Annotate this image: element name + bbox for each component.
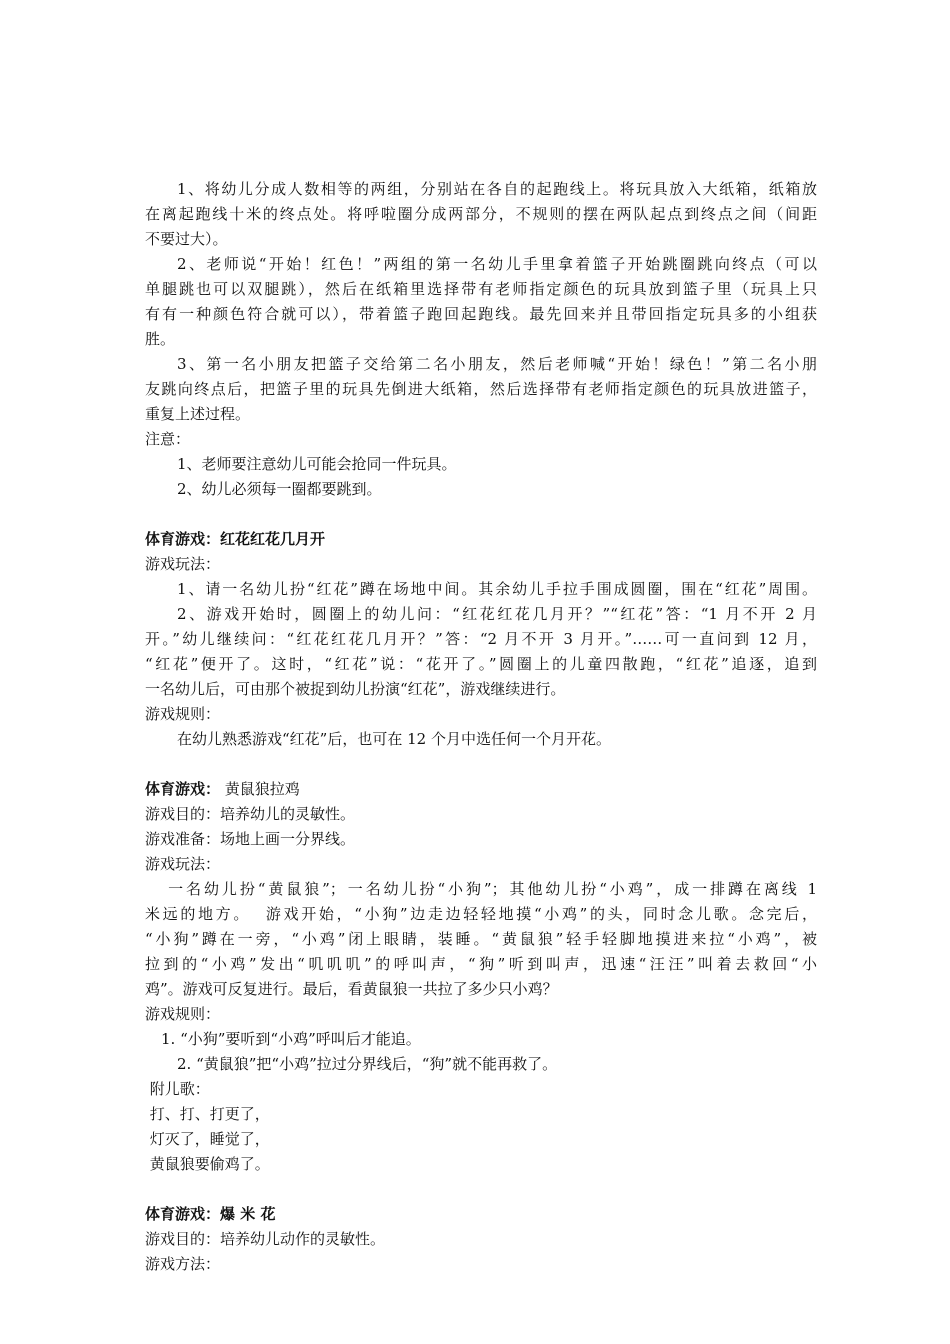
s1-p1-line3: 不要过大）。 <box>145 230 228 248</box>
s2-p1: 1、请一名幼儿扮“红花”蹲在场地中间。其余幼儿手拉手围成圆圈，围在“红花”周围。 <box>177 580 817 598</box>
s3-song-line3: 黄鼠狼要偷鸡了。 <box>145 1155 270 1173</box>
s4-goal: 游戏目的：培养幼儿动作的灵敏性。 <box>145 1230 386 1248</box>
s2-p2-line4: 一名幼儿后，可由那个被捉到幼儿扮演“红花”，游戏继续进行。 <box>145 680 566 698</box>
s3-play-label: 游戏玩法： <box>145 855 221 873</box>
s2-p2-line2: 开。”幼儿继续问：“红花红花几月开？”答：“2 月不开 3 月开。”……可一直问到 12 月， <box>145 630 817 648</box>
s1-note-2: 2、幼儿必须每一圈都要跳到。 <box>177 480 382 498</box>
s2-p2-line1: 2、游戏开始时，圆圈上的幼儿问：“红花红花几月开？”“红花”答：“1 月不开 2 月 <box>177 605 817 623</box>
s3-song-line1: 打、打、打更了， <box>145 1105 270 1123</box>
s3-prep: 游戏准备：场地上画一分界线。 <box>145 830 356 848</box>
s2-p2-line3: “红花”便开了。这时，“红花”说：“花开了。”圆圈上的儿童四散跑，“红花”追逐，追到 <box>145 655 817 673</box>
s3-play-line1: 一名幼儿扮“黄鼠狼”；一名幼儿扮“小狗”；其他幼儿扮“小鸡”，成一排蹲在离线 1 <box>145 880 817 898</box>
s3-rules-label: 游戏规则： <box>145 1005 221 1023</box>
s1-p2-line2: 单腿跳也可以双腿跳），然后在纸箱里选择带有老师指定颜色的玩具放到篮子里（玩具上只 <box>145 280 817 298</box>
s3-play-line3: “小狗”蹲在一旁，“小鸡”闭上眼睛，装睡。“黄鼠狼”轻手轻脚地摸进来拉“小鸡”，被 <box>145 930 817 948</box>
s1-p2-line3: 有有一种颜色符合就可以），带着篮子跑回起跑线。最先回来并且带回指定玩具多的小组获 <box>145 305 817 323</box>
s2-rule: 在幼儿熟悉游戏“红花”后，也可在 12 个月中选任何一个月开花。 <box>177 730 611 748</box>
s1-p3-line2: 友跳向终点后，把篮子里的玩具先倒进大纸箱，然后选择带有老师指定颜色的玩具放进篮子， <box>145 380 817 398</box>
s2-rules-label: 游戏规则： <box>145 705 221 723</box>
s3-play-line5: 鸡”。游戏可反复进行。最后，看黄鼠狼一共拉了多少只小鸡？ <box>145 980 558 998</box>
s1-p3-line1: 3、第一名小朋友把篮子交给第二名小朋友，然后老师喊“开始！绿色！”第二名小朋 <box>177 355 817 373</box>
s3-play-line4: 拉到的“小鸡”发出“叽叽叽”的呼叫声，“狗”听到叫声，迅速“汪汪”叫着去救回“小 <box>145 955 817 973</box>
s3-goal: 游戏目的：培养幼儿的灵敏性。 <box>145 805 356 823</box>
s1-p1-line1: 1、将幼儿分成人数相等的两组，分别站在各自的起跑线上。将玩具放入大纸箱，纸箱放 <box>177 180 817 198</box>
s1-p2-line4: 胜。 <box>145 330 176 348</box>
s3-play-line2: 米远的地方。 游戏开始，“小狗”边走边轻轻地摸“小鸡”的头，同时念儿歌。念完后， <box>145 905 817 923</box>
s2-play-label: 游戏玩法： <box>145 555 221 573</box>
s1-note-1: 1、老师要注意幼儿可能会抢同一件玩具。 <box>177 455 457 473</box>
s3-title <box>145 780 300 798</box>
s1-note-label: 注意： <box>145 430 191 448</box>
s1-p3-line3: 重复上述过程。 <box>145 405 251 423</box>
s4-title: 体育游戏：爆 米 花 <box>145 1205 276 1223</box>
s3-title-bold: 体育游戏： <box>145 780 221 798</box>
s1-p2-line1: 2、老师说“开始！红色！”两组的第一名幼儿手里拿着篮子开始跳圈跳向终点（可以 <box>177 255 817 273</box>
s4-method: 游戏方法： <box>145 1255 221 1273</box>
s2-title: 体育游戏：红花红花几月开 <box>145 530 326 548</box>
s3-song-line2: 灯灭了，睡觉了， <box>145 1130 270 1148</box>
s3-title-rest: 黄鼠狼拉鸡 <box>220 780 300 798</box>
s3-rule-1: 1. “小狗”要听到“小鸡”呼叫后才能追。 <box>161 1030 421 1048</box>
s1-p1-line2: 在离起跑线十米的终点处。将呼啦圈分成两部分，不规则的摆在两队起点到终点之间（间距 <box>145 205 817 223</box>
s3-rule-2: 2. “黄鼠狼”把“小鸡”拉过分界线后，“狗”就不能再救了。 <box>177 1055 558 1073</box>
s3-song-label: 附儿歌： <box>145 1080 210 1098</box>
